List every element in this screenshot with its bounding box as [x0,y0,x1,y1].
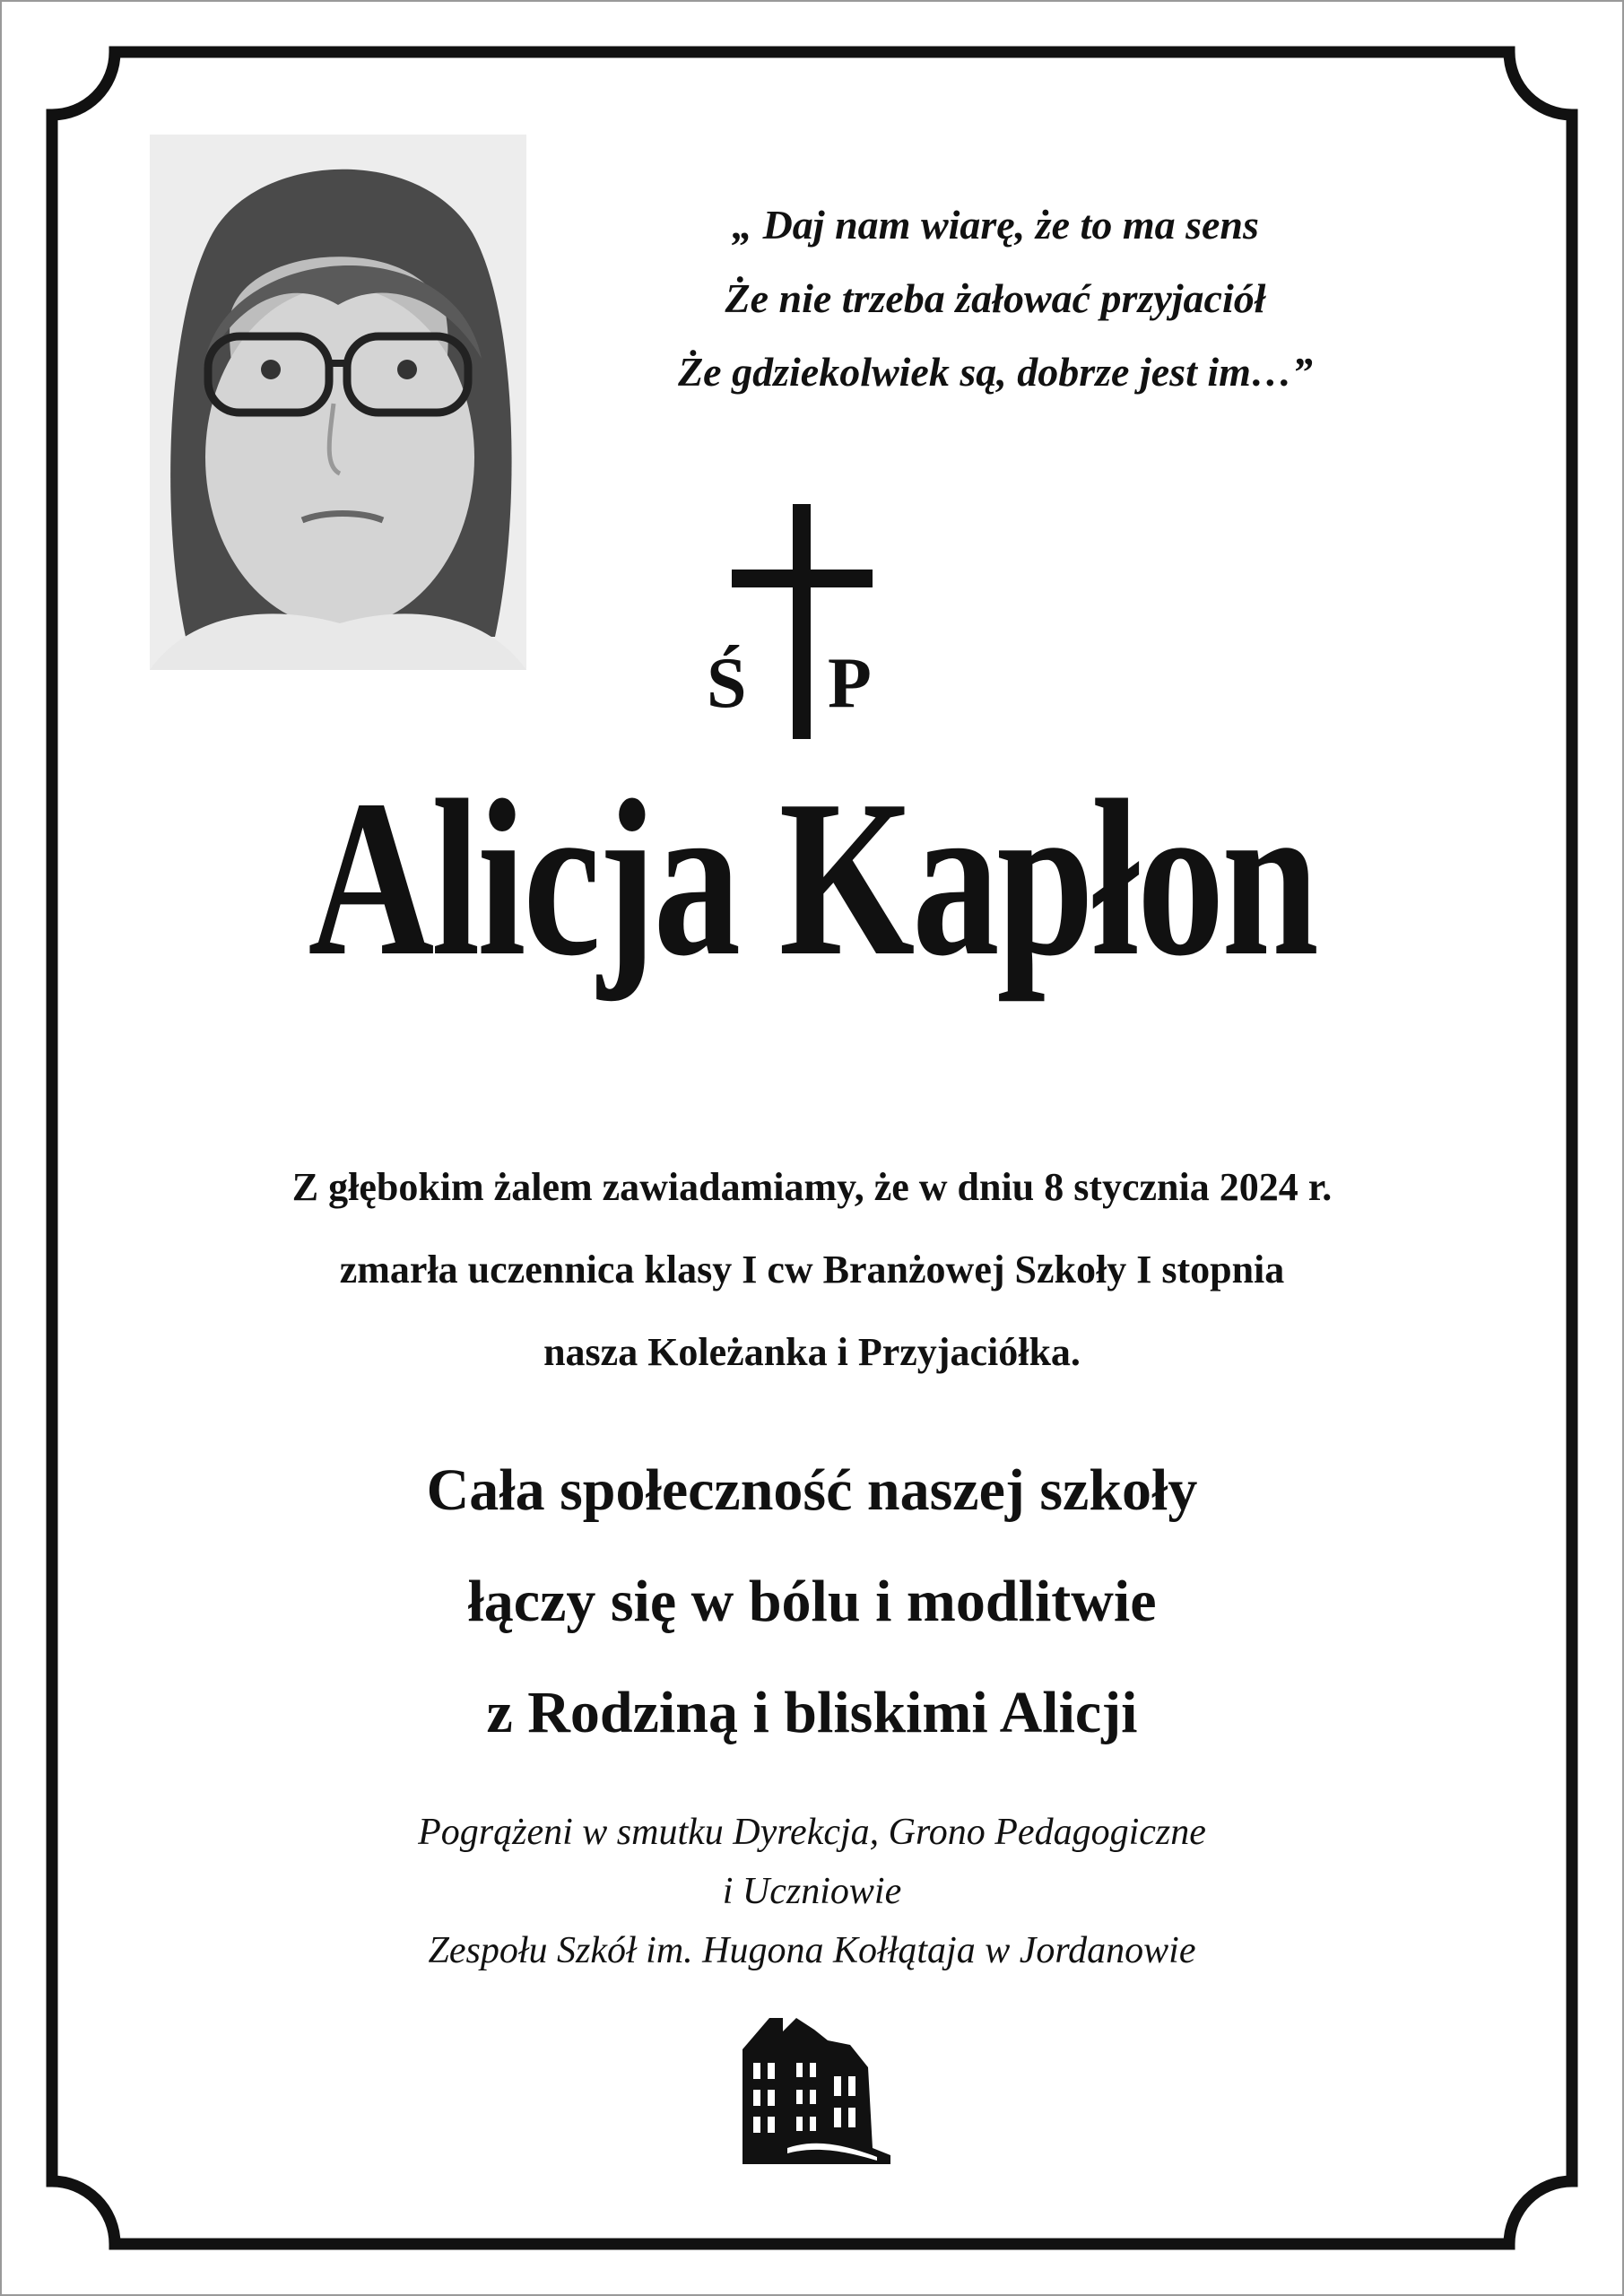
sp-letter-s: Ś [707,644,747,723]
condolence-message [135,1435,1489,1769]
condolence-line: łączy się w bólu i modlitwie [467,1569,1157,1634]
condolence-line: Cała społeczność naszej szkoły [426,1457,1198,1523]
school-building-logo [734,2013,890,2166]
announcement-line: Z głębokim żalem zawiadamiamy, że w dniu 8 stycznia 2024 r. [291,1165,1333,1209]
quote-line: Że gdziekolwiek są, dobrze jest im…” [678,349,1313,395]
announcement-line: nasza Koleżanka i Przyjaciółka. [543,1330,1081,1374]
deceased-name [0,754,1624,1003]
sp-letter-p: P [828,644,872,723]
signature-line: i Uczniowie [722,1871,902,1912]
cross-icon-bar [732,570,873,587]
signature-block [135,1803,1489,1980]
quote-block [628,188,1363,409]
signature-line: Zespołu Szkół im. Hugona Kołłątaja w Jordanowie [428,1930,1196,1971]
deceased-name-text: Alicja Kapłon [308,754,1316,1003]
quote-line: „ Daj nam wiarę, że to ma sens [732,202,1259,248]
quote-line: Że nie trzeba żałować przyjaciół [725,275,1266,321]
signature-line: Pogrążeni w smutku Dyrekcja, Grono Pedagogiczne [418,1812,1206,1853]
sp-cross-symbol [699,504,933,742]
announcement-line: zmarła uczennica klasy I cw Branżowej Szkoły I stopnia [339,1248,1285,1292]
condolence-line: z Rodziną i bliskimi Alicji [486,1680,1138,1745]
portrait-photo [150,135,526,670]
cross-icon [793,504,811,739]
announcement [135,1146,1489,1394]
